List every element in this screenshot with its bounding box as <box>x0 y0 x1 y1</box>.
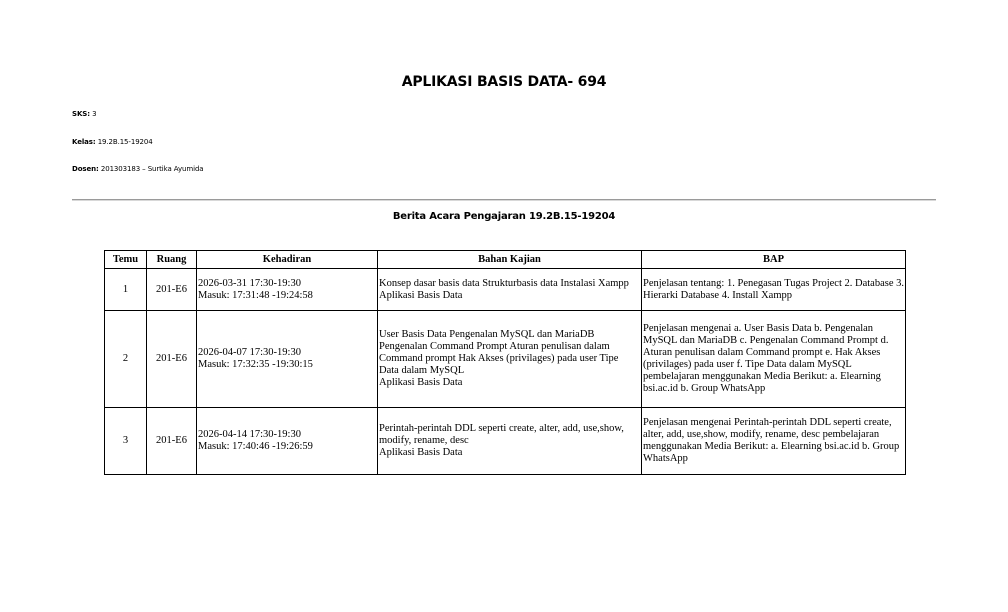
cell-bahan-kajian <box>378 269 642 311</box>
cell-bahan-kajian <box>378 408 642 475</box>
sks-line <box>72 110 96 118</box>
jadwal-text: 2026-04-14 17:30-19:30 <box>198 429 301 440</box>
kelas-label: Kelas: <box>72 138 96 146</box>
dosen-label: Dosen: <box>72 165 99 173</box>
table-row <box>105 269 906 311</box>
section-subtitle: Berita Acara Pengajaran 19.2B.15-19204 <box>392 211 616 222</box>
cell-bap: Penjelasan tentang: 1. Penegasan Tugas Project 2. Database 3. Hierarki Database 4. Install Xampp <box>642 269 906 311</box>
cell-temu: 1 <box>105 269 147 311</box>
header-bahan-kajian: Bahan Kajian <box>378 251 642 269</box>
table-header-row <box>105 251 906 269</box>
mata-kuliah-text: Aplikasi Basis Data <box>379 377 463 388</box>
masuk-text: Masuk: 17:40:46 -19:26:59 <box>198 441 313 452</box>
cell-ruang: 201-E6 <box>147 269 197 311</box>
masuk-text: Masuk: 17:32:35 -19:30:15 <box>198 359 313 370</box>
cell-bap: Penjelasan mengenai Perintah-perintah DDL seperti create, alter, add, use,show, modify, rename, desc pembelajaran menggunakan Media Berikut: a. Elearning bsi.ac.id b. Group WhatsApp <box>642 408 906 475</box>
bahan-text: Konsep dasar basis data Strukturbasis data Instalasi Xampp <box>379 277 629 289</box>
cell-kehadiran <box>197 311 378 408</box>
header-kehadiran: Kehadiran <box>197 251 378 269</box>
mata-kuliah-text: Aplikasi Basis Data <box>379 447 463 458</box>
document-title: APLIKASI BASIS DATA- 694 <box>401 74 607 90</box>
kelas-line <box>72 138 153 146</box>
jadwal-text: 2026-04-07 17:30-19:30 <box>198 347 301 358</box>
table-row <box>105 311 906 408</box>
header-bap: BAP <box>642 251 906 269</box>
masuk-text: Masuk: 17:31:48 -19:24:58 <box>198 289 313 301</box>
cell-temu: 2 <box>105 311 147 408</box>
cell-ruang: 201-E6 <box>147 311 197 408</box>
table-row <box>105 408 906 475</box>
jadwal-text: 2026-03-31 17:30-19:30 <box>198 277 301 289</box>
header-ruang: Ruang <box>147 251 197 269</box>
sks-label: SKS: <box>72 110 90 118</box>
dosen-line <box>72 165 203 173</box>
bahan-text: Perintah-perintah DDL seperti create, alter, add, use,show, modify, rename, desc <box>379 423 624 446</box>
cell-temu: 3 <box>105 408 147 475</box>
mata-kuliah-text: Aplikasi Basis Data <box>379 289 463 301</box>
bahan-text: User Basis Data Pengenalan MySQL dan MariaDB Pengenalan Command Prompt Aturan penulisan dalam Command prompt Hak Akses (privilages) pada user Tipe Data dalam MySQL <box>379 329 619 376</box>
cell-bap: Penjelasan mengenai a. User Basis Data b. Pengenalan MySQL dan MariaDB c. Pengenalan Command Prompt d. Aturan penulisan dalam Command prompt e. Hak Akses (privilages) pada user f. Tipe Data dalam MySQL pembelajaran menggunakan Media Berikut: a. Elearning bsi.ac.id b. Group WhatsApp <box>642 311 906 408</box>
attendance-table <box>104 250 906 475</box>
cell-bahan-kajian <box>378 311 642 408</box>
sks-value: 3 <box>92 110 97 118</box>
kelas-value: 19.2B.15-19204 <box>97 138 153 146</box>
cell-ruang: 201-E6 <box>147 408 197 475</box>
dosen-value: 201303183 – Surtika Ayumida <box>100 165 204 173</box>
cell-kehadiran <box>197 269 378 311</box>
header-temu: Temu <box>105 251 147 269</box>
cell-kehadiran <box>197 408 378 475</box>
horizontal-divider <box>72 199 936 201</box>
